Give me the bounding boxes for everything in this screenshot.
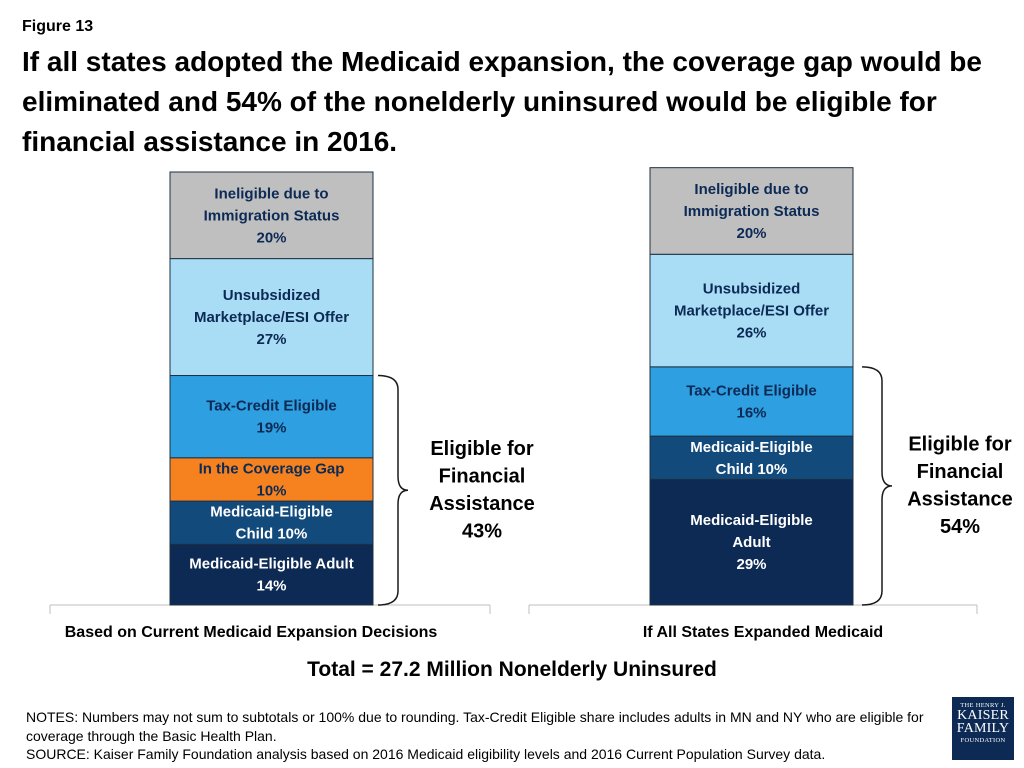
segment-label-adult: Medicaid-Eligible: [690, 512, 813, 530]
logo-line: THE HENRY J.: [960, 702, 1006, 709]
kff-logo: [952, 697, 1014, 760]
segment-label-adult: 29%: [736, 556, 767, 574]
bracket-annotation-1: Assistance: [907, 488, 1013, 511]
segment-label-unsub: Unsubsidized: [222, 287, 321, 305]
segment-label-inelig: Immigration Status: [683, 202, 820, 220]
bar-segment-tax: [170, 376, 373, 458]
source-text: SOURCE: Kaiser Family Foundation analysis based on 2016 Medicaid eligibility levels and 2016 Current Population Survey data.: [26, 746, 826, 762]
logo-line: KAISER: [957, 708, 1009, 723]
figure-label: Figure 13: [22, 18, 94, 35]
bracket-annotation-0: Financial: [438, 465, 526, 488]
segment-label-unsub: 27%: [256, 331, 287, 349]
segment-label-adult: 14%: [256, 577, 287, 595]
segment-label-child: Medicaid-Eligible: [210, 503, 333, 521]
segment-label-inelig: Ineligible due to: [214, 185, 329, 203]
segment-label-unsub: 26%: [736, 324, 767, 342]
segment-label-child: Child 10%: [235, 525, 308, 543]
bracket-1: [862, 367, 892, 605]
segment-label-unsub: Unsubsidized: [702, 280, 801, 298]
segment-label-tax: 19%: [256, 419, 287, 437]
total-label: Total = 27.2 Million Nonelderly Uninsured: [307, 658, 717, 681]
bracket-annotation-0: 43%: [461, 520, 503, 543]
notes-block: [26, 708, 931, 764]
segment-label-unsub: Marketplace/ESI Offer: [193, 309, 350, 327]
segment-label-inelig: 20%: [256, 229, 287, 247]
segment-label-tax: 16%: [736, 404, 767, 422]
segment-label-child: Child 10%: [715, 460, 788, 478]
segment-label-gap: In the Coverage Gap: [198, 460, 345, 478]
category-label: If All States Expanded Medicaid: [642, 624, 884, 641]
logo-line: FOUNDATION: [960, 737, 1006, 744]
segment-label-adult: Medicaid-Eligible Adult: [189, 555, 354, 573]
bracket-annotation-1: Eligible for: [908, 433, 1012, 456]
bar-segment-tax: [650, 367, 853, 436]
segment-label-tax: Tax-Credit Eligible: [206, 397, 337, 415]
segment-label-inelig: Immigration Status: [203, 207, 340, 225]
bracket-annotation-0: Eligible for: [430, 438, 534, 461]
bracket-0: [378, 376, 408, 605]
bracket-annotation-0: Assistance: [429, 493, 535, 516]
category-label: Based on Current Medicaid Expansion Decisions: [64, 624, 438, 641]
segment-label-unsub: Marketplace/ESI Offer: [673, 302, 830, 320]
bar-segment-adult: [170, 544, 373, 605]
notes-text: NOTES: Numbers may not sum to subtotals or 100% due to rounding. Tax-Credit Eligible share includes adults in MN and NY who are eligible for coverage through the Basic Health Plan.: [26, 709, 924, 744]
segment-label-child: Medicaid-Eligible: [690, 438, 813, 456]
bracket-annotation-1: Financial: [916, 461, 1004, 484]
segment-label-gap: 10%: [256, 482, 287, 500]
logo-line: FAMILY: [956, 721, 1010, 736]
segment-label-adult: Adult: [732, 534, 771, 552]
segment-label-inelig: Ineligible due to: [694, 180, 809, 198]
chart-title: If all states adopted the Medicaid expansion, the coverage gap would be eliminated and 54% of the nonelderly uninsured would be eligible for financial assistance in 2016.: [22, 46, 982, 157]
segment-label-inelig: 20%: [736, 224, 767, 242]
bracket-annotation-1: 54%: [939, 516, 981, 539]
segment-label-tax: Tax-Credit Eligible: [686, 382, 817, 400]
